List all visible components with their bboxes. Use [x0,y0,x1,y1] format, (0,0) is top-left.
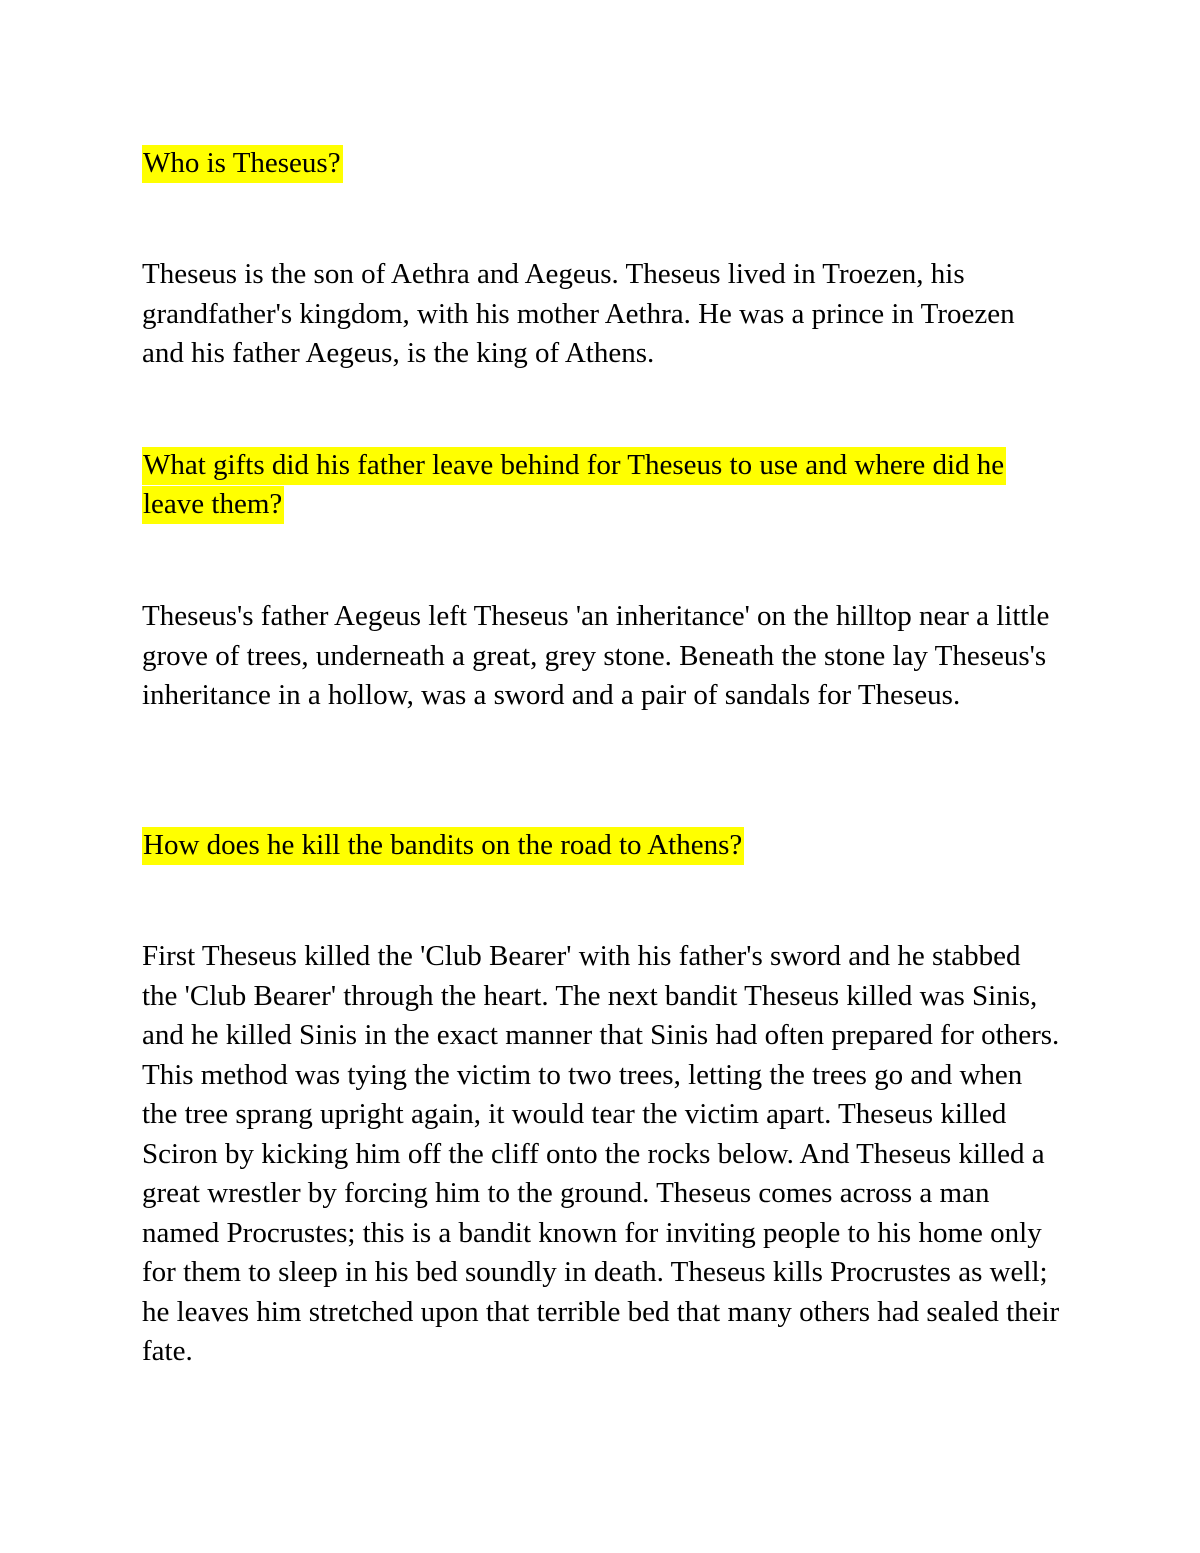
answer-paragraph: First Theseus killed the 'Club Bearer' with his father's sword and he stabbed the 'Club Bearer' through the heart. The next bandit Theseus killed was Sinis, and he killed Sinis in the exact manner that Sinis had often prepared for others. This method was tying the victim to two trees, letting the trees go and when the tree sprang upright again, it would tear the victim apart. Theseus killed Sciron by kicking him off the cliff onto the rocks below. And Theseus killed a great wrestler by forcing him to the ground. Theseus comes across a man named Procrustes; this is a bandit known for inviting people to his home only for them to sleep in his bed soundly in death. Theseus kills Procrustes as well; he leaves him stretched upon that terrible bed that many others had sealed their fate. [142,940,1060,1367]
question-highlight: Who is Theseus? [142,145,343,183]
question-highlight: How does he kill the bandits on the road to Athens? [142,827,744,865]
question-who-is-theseus [142,144,1062,183]
answer-paragraph: Theseus is the son of Aethra and Aegeus. Theseus lived in Troezen, his grandfather's kingdom, with his mother Aethra. He was a prince in Troezen and his father Aegeus, is the king of Athens. [142,258,1015,369]
question-gifts-from-father [142,446,1062,524]
question-kill-bandits [142,826,1062,865]
answer-paragraph: Theseus's father Aegeus left Theseus 'an inheritance' on the hilltop near a little grove of trees, underneath a great, grey stone. Beneath the stone lay Theseus's inheritance in a hollow, was a sword and a pair of sandals for Theseus. [142,600,1050,711]
question-highlight: What gifts did his father leave behind for Theseus to use and where did he leave them? [142,447,1006,524]
